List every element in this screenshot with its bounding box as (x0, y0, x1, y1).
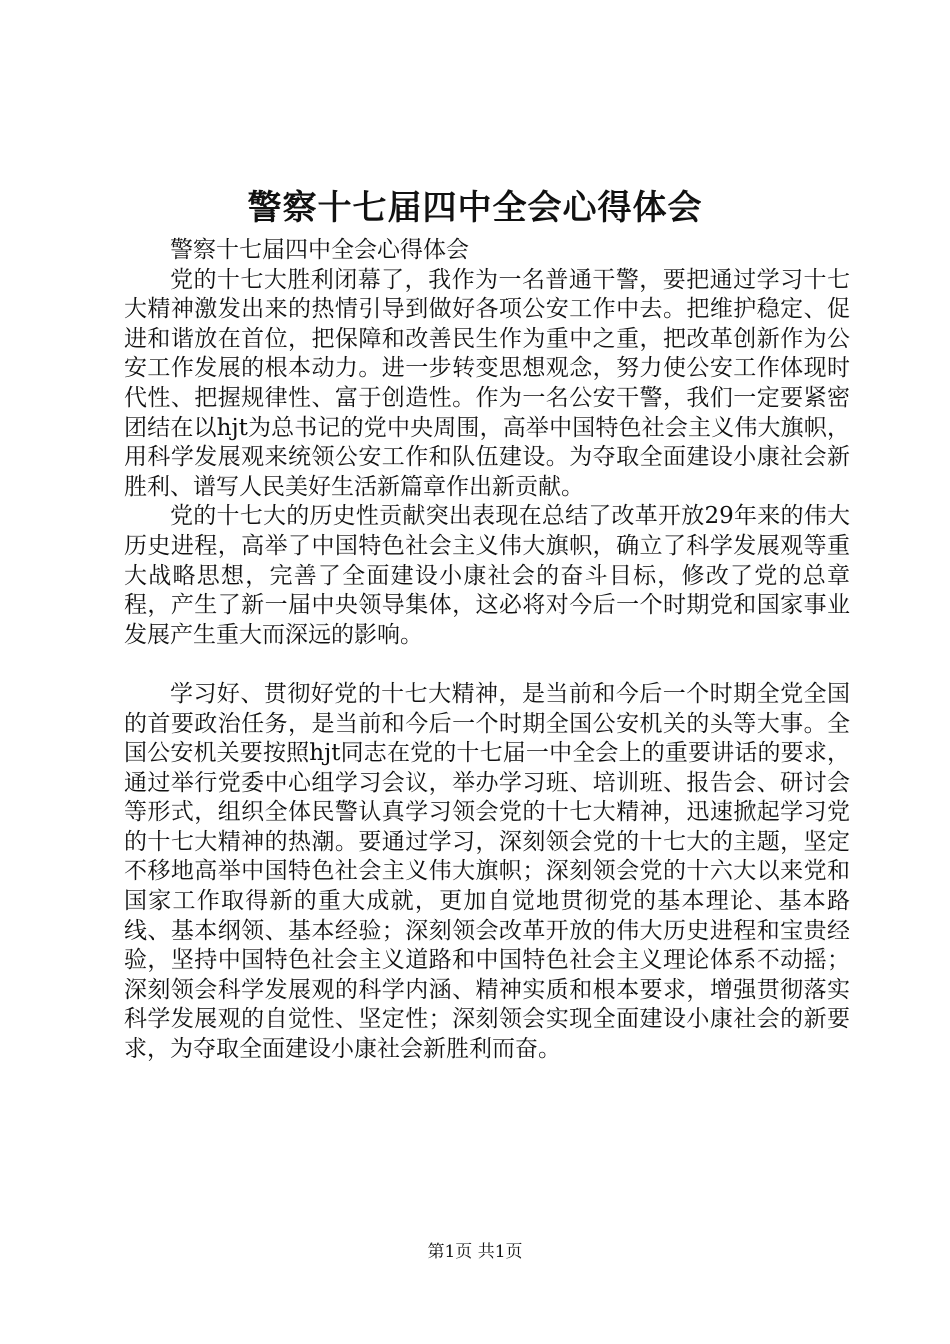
document-subtitle: 警察十七届四中全会心得体会 (170, 237, 469, 263)
page-footer: 第1页 共1页 (427, 1242, 523, 1262)
document-body (124, 236, 850, 1065)
paragraph-3: 学习好、贯彻好党的十七大精神，是当前和今后一个时期全党全国的首要政治任务，是当前和今后一个时期全国公安机关的头等大事。全国公安机关要按照hjt同志在党的十七届一中全会上的重要讲话的要求，通过举行党委中心组学习会议，举办学习班、培训班、报告会、研讨会等形式，组织全体民警认真学习领会党的十七大精神，迅速掀起学习党的十七大精神的热潮。要通过学习，深刻领会党的十七大的主题，坚定不移地高举中国特色社会主义伟大旗帜；深刻领会党的十六大以来党和国家工作取得新的重大成就，更加自觉地贯彻党的基本理论、基本路线、基本纲领、基本经验；深刻领会改革开放的伟大历史进程和宝贵经验，坚持中国特色社会主义道路和中国特色社会主义理论体系不动摇；深刻领会科学发展观的科学内涵、精神实质和根本要求，增强贯彻落实科学发展观的自觉性、坚定性；深刻领会实现全面建设小康社会的新要求，为夺取全面建设小康社会新胜利而奋。 (124, 680, 850, 1063)
document-title: 警察十七届四中全会心得体会 (247, 188, 703, 228)
paragraph-1: 党的十七大胜利闭幕了，我作为一名普通干警，要把通过学习十七大精神激发出来的热情引导到做好各项公安工作中去。把维护稳定、促进和谐放在首位，把保障和改善民生作为重中之重，把改革创新作为公安工作发展的根本动力。进一步转变思想观念，努力使公安工作体现时代性、把握规律性、富于创造性。作为一名公安干警，我们一定要紧密团结在以hjt为总书记的党中央周围，高举中国特色社会主义伟大旗帜，用科学发展观来统领公安工作和队伍建设。为夺取全面建设小康社会新胜利、谱写人民美好生活新篇章作出新贡献。 (124, 266, 850, 500)
paragraph-spacer (124, 650, 850, 680)
paragraph-2: 党的十七大的历史性贡献突出表现在总结了改革开放29年来的伟大历史进程，高举了中国特色社会主义伟大旗帜，确立了科学发展观等重大战略思想，完善了全面建设小康社会的奋斗目标，修改了党的总章程，产生了新一届中央领导集体，这必将对今后一个时期党和国家事业发展产生重大而深远的影响。 (124, 503, 850, 648)
